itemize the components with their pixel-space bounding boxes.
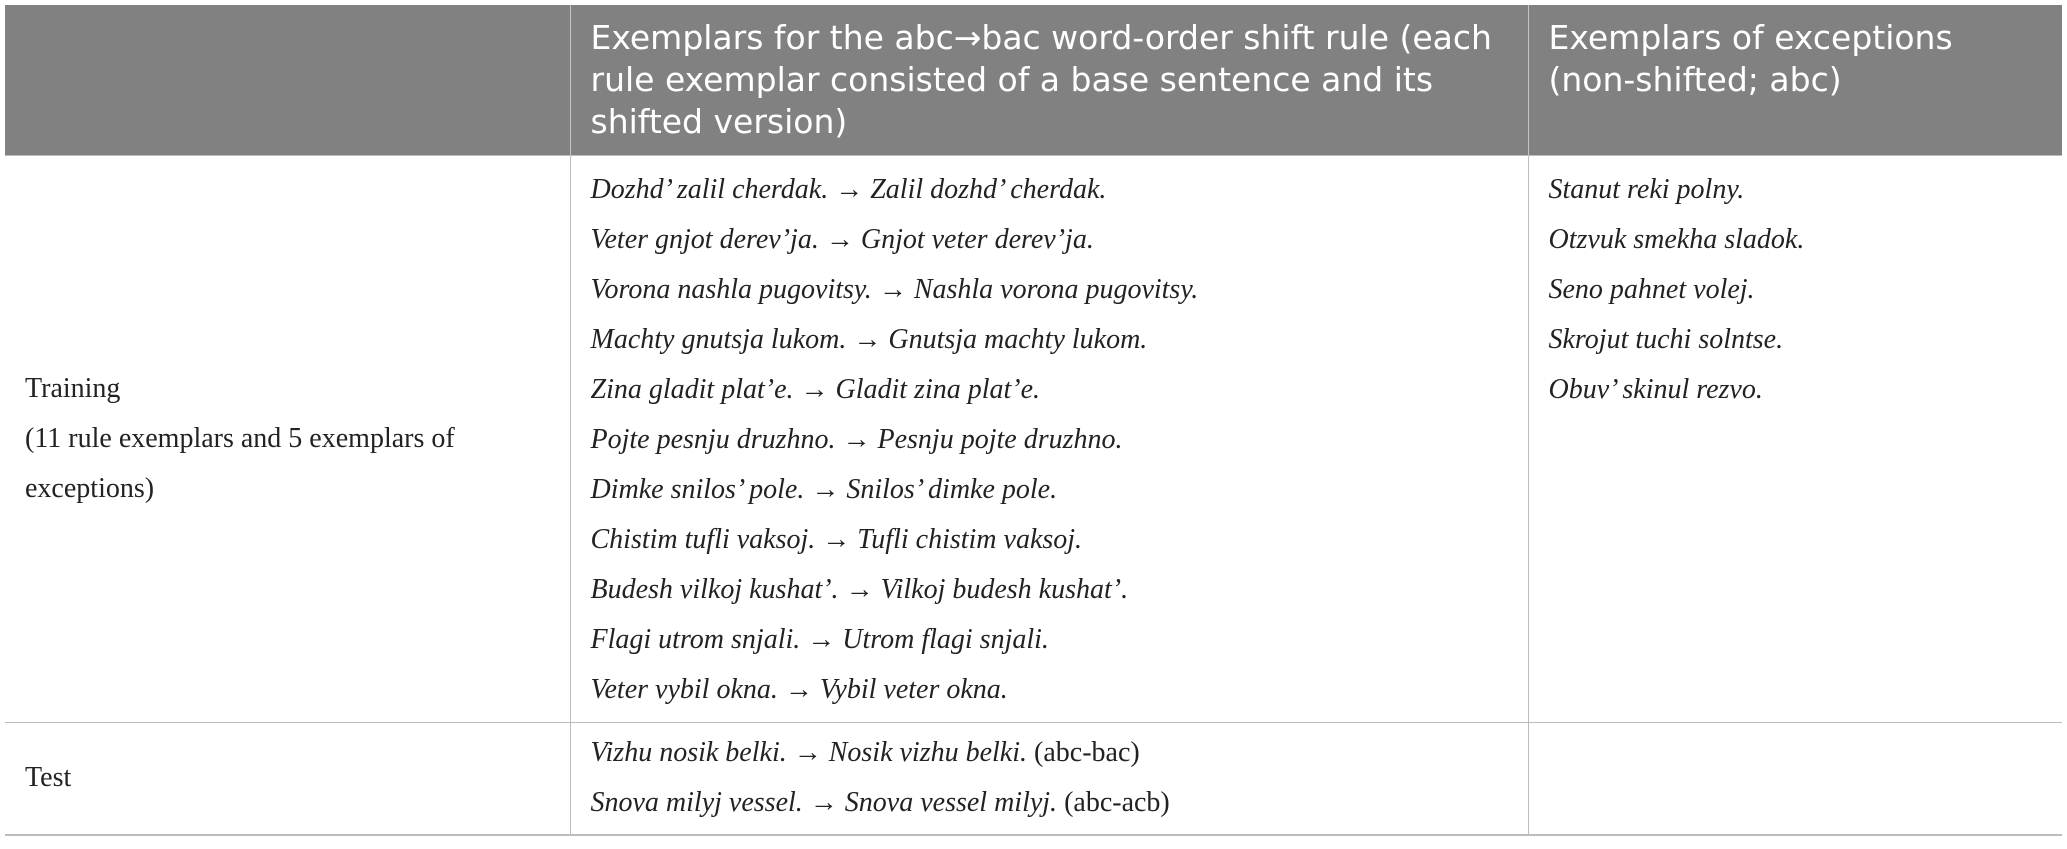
shift-type-tag: (abc-bac) — [1034, 737, 1140, 769]
arrow-icon: → — [825, 224, 854, 255]
base-sentence: Dozhd’ zalil cherdak. — [590, 174, 829, 205]
shifted-sentence: Gnutsja machty lukom. — [888, 324, 1148, 355]
base-sentence: Vorona nashla pugovitsy. — [590, 274, 872, 305]
arrow-icon: → — [845, 574, 874, 605]
shifted-sentence: Pesnju pojte druzhno. — [877, 424, 1123, 455]
rule-exemplar-line — [591, 265, 1508, 315]
test-rules-cell — [570, 723, 1528, 835]
base-sentence: Zina gladit plat’e. — [590, 374, 794, 405]
rule-exemplar-line — [591, 365, 1508, 415]
rule-exemplar-line — [591, 565, 1508, 615]
rule-exemplar-line — [591, 665, 1508, 715]
base-sentence: Veter gnjot derev’ja. — [590, 224, 819, 255]
exception-exemplar: Seno pahnet volej. — [1548, 274, 1755, 305]
header-exceptions: Exemplars of exceptions (non-shifted; abc) — [1528, 5, 2062, 156]
exception-exemplar: Obuv’ skinul rezvo. — [1548, 374, 1763, 405]
arrow-icon: → — [809, 787, 838, 819]
arrow-icon: → — [811, 474, 840, 505]
base-sentence: Veter vybil okna. — [590, 674, 778, 705]
exception-exemplar: Otzvuk smekha sladok. — [1548, 224, 1805, 255]
test-stage-cell: Test — [5, 723, 570, 835]
rule-exemplar-line — [591, 315, 1508, 365]
shift-type-tag: (abc-acb) — [1064, 787, 1170, 819]
training-stage-note: (11 rule exemplars and 5 exemplars of exceptions) — [25, 423, 455, 504]
header-rule-exemplars: Exemplars for the abc→bac word-order shift rule (each rule exemplar consisted of a base sentence and its shifted version) — [570, 5, 1528, 156]
arrow-icon: → — [800, 374, 829, 405]
shifted-sentence: Gnjot veter derev’ja. — [860, 224, 1094, 255]
arrow-icon: → — [853, 324, 882, 355]
header-stage — [5, 5, 570, 156]
shifted-sentence: Gladit zina plat’e. — [835, 374, 1041, 405]
shifted-sentence: Tufli chistim vaksoj. — [857, 524, 1083, 555]
rule-exemplar-line — [591, 165, 1508, 215]
header-row — [5, 5, 2062, 156]
shifted-sentence: Nosik vizhu belki. — [828, 737, 1028, 769]
arrow-icon: → — [784, 674, 813, 705]
rule-exemplar-line — [591, 728, 1508, 778]
base-sentence: Machty gnutsja lukom. — [590, 324, 847, 355]
shifted-sentence: Vilkoj budesh kushat’. — [880, 574, 1129, 605]
rule-exemplar-line — [591, 778, 1508, 828]
training-stage-label: Training — [25, 373, 121, 404]
training-exceptions-cell — [1528, 156, 2062, 723]
training-rules-cell — [570, 156, 1528, 723]
base-sentence: Chistim tufli vaksoj. — [590, 524, 816, 555]
base-sentence: Snova milyj vessel. — [590, 787, 803, 819]
rule-exemplar-line — [591, 465, 1508, 515]
rule-exemplar-line — [591, 215, 1508, 265]
arrow-icon: → — [793, 737, 822, 769]
base-sentence: Vizhu nosik belki. — [590, 737, 787, 769]
shifted-sentence: Utrom flagi snjali. — [842, 624, 1049, 655]
shifted-sentence: Snova vessel milyj. — [844, 787, 1058, 819]
shifted-sentence: Snilos’ dimke pole. — [846, 474, 1058, 505]
arrow-icon: → — [822, 524, 851, 555]
arrow-icon: → — [807, 624, 836, 655]
rule-exemplar-line — [591, 515, 1508, 565]
arrow-icon: → — [842, 424, 871, 455]
base-sentence: Budesh vilkoj kushat’. — [590, 574, 839, 605]
base-sentence: Flagi utrom snjali. — [590, 624, 801, 655]
rule-exemplar-line — [591, 415, 1508, 465]
exception-exemplar: Stanut reki polny. — [1548, 174, 1745, 205]
shifted-sentence: Vybil veter okna. — [819, 674, 1008, 705]
shifted-sentence: Nashla vorona pugovitsy. — [913, 274, 1199, 305]
shifted-sentence: Zalil dozhd’ cherdak. — [870, 174, 1107, 205]
arrow-icon: → — [835, 174, 864, 205]
exception-exemplar: Skrojut tuchi solntse. — [1548, 324, 1784, 355]
base-sentence: Pojte pesnju druzhno. — [590, 424, 836, 455]
rule-exemplar-line — [591, 615, 1508, 665]
test-exceptions-cell — [1528, 723, 2062, 835]
exemplars-table — [5, 5, 2062, 836]
training-stage-cell — [5, 156, 570, 723]
test-row — [5, 723, 2062, 835]
base-sentence: Dimke snilos’ pole. — [590, 474, 805, 505]
training-row — [5, 156, 2062, 723]
arrow-icon: → — [878, 274, 907, 305]
